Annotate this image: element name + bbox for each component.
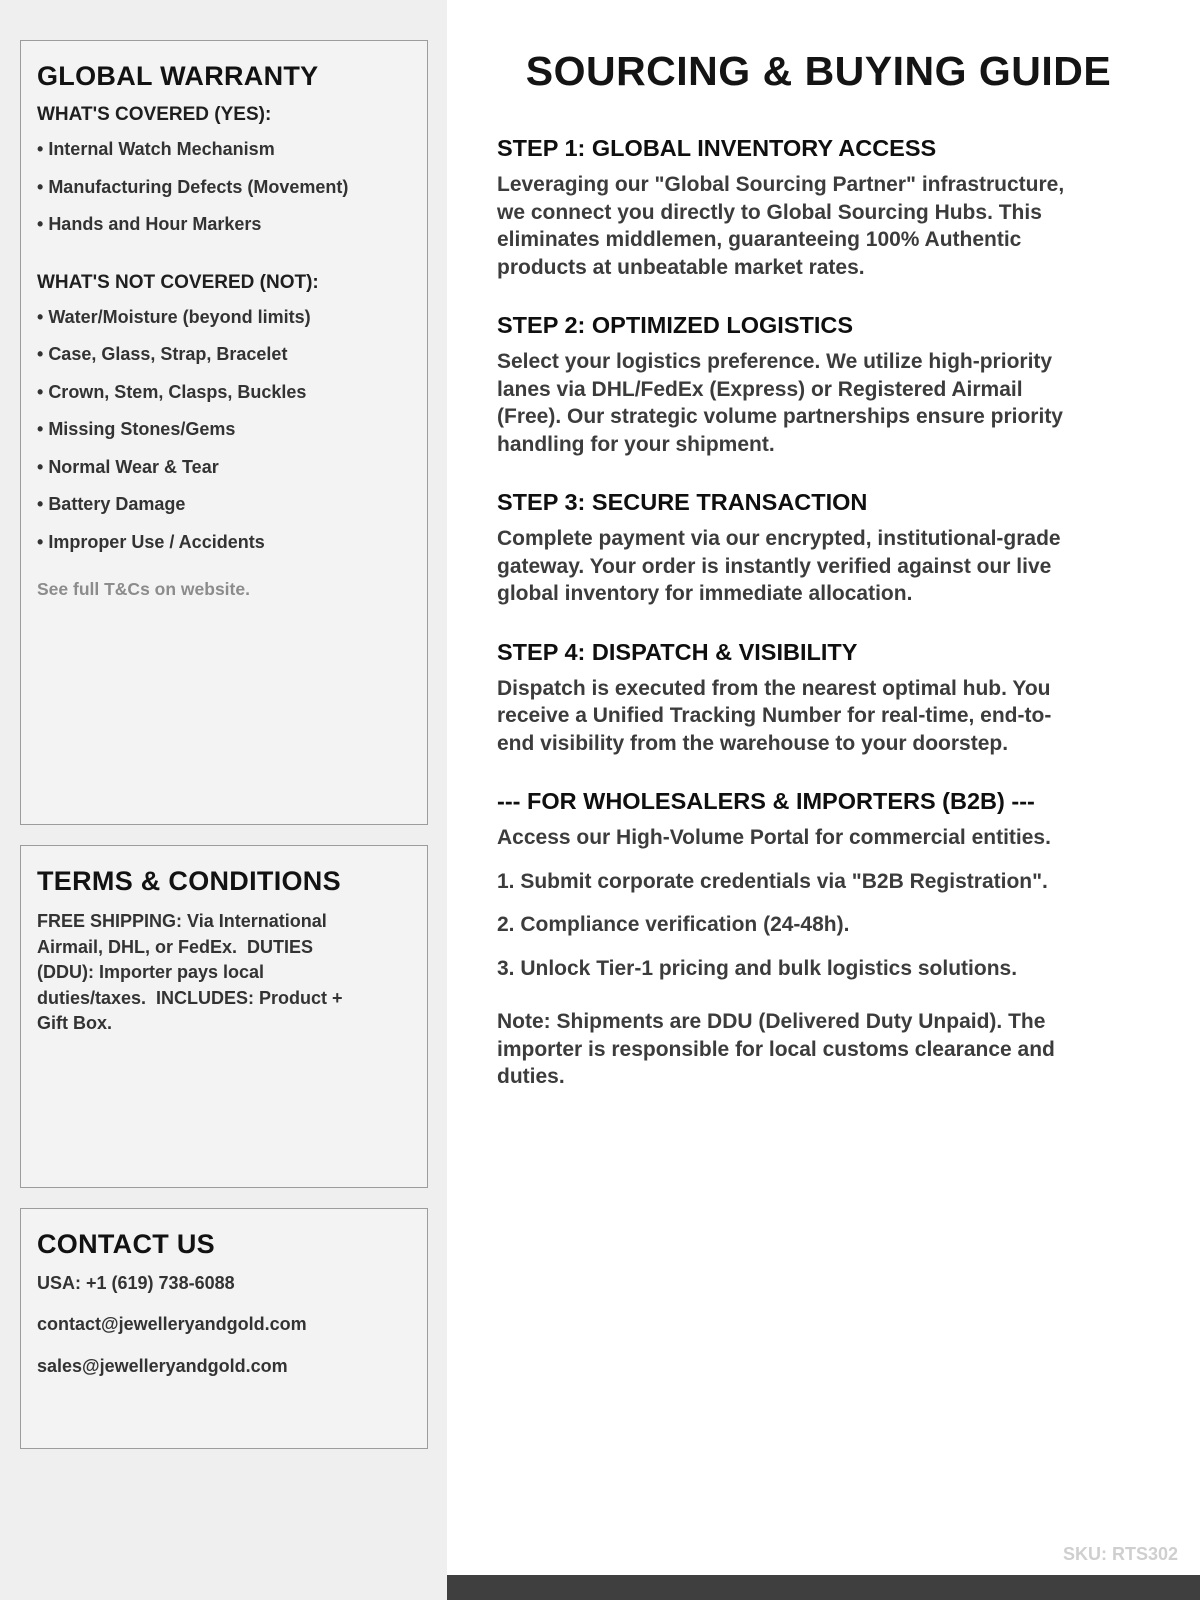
contact-title: CONTACT US xyxy=(37,1229,215,1259)
step-2-section xyxy=(497,312,1140,458)
step-2-heading: STEP 2: OPTIMIZED LOGISTICS xyxy=(497,312,854,338)
step-3-heading: STEP 3: SECURE TRANSACTION xyxy=(497,489,868,515)
info-sidebar xyxy=(0,0,447,1600)
step-4-heading: STEP 4: DISPATCH & VISIBILITY xyxy=(497,638,858,665)
b2b-intro: Access our High-Volume Portal for commercial entities. xyxy=(497,826,1051,849)
step-3-body: Complete payment via our encrypted, institutional-grade gateway. Your order is instantly verified against our live global inventory for immediate allocation. xyxy=(497,527,1061,605)
step-1-body: Leveraging our "Global Sourcing Partner" infrastructure, we connect you directly to Global Sourcing Hubs. This eliminates middlemen, guaranteeing 100% Authentic products at unbeatable market rates. xyxy=(497,173,1065,279)
contact-email-primary: contact@jewelleryandgold.com xyxy=(37,1314,307,1335)
sku-label: SKU: RTS302 xyxy=(1062,1544,1178,1564)
page-title: SOURCING & BUYING GUIDE xyxy=(525,48,1112,94)
contact-section xyxy=(20,1208,428,1449)
terms-section xyxy=(20,845,428,1188)
contact-phone: USA: +1 (619) 738-6088 xyxy=(37,1273,235,1293)
contact-email-sales: sales@jewelleryandgold.com xyxy=(37,1355,288,1376)
list-item: • Case, Glass, Strap, Bracelet xyxy=(37,343,407,366)
b2b-section xyxy=(497,788,1140,1091)
step-2-body: Select your logistics preference. We utilize high-priority lanes via DHL/FedEx (Express) or Registered Airmail (Free). Our strategic volume partnerships ensure priority handling for your shipment. xyxy=(497,350,1063,456)
step-1-section xyxy=(497,135,1140,281)
footer xyxy=(447,1544,1200,1600)
warranty-footnote: See full T&Cs on website. xyxy=(37,579,250,599)
list-item: • Normal Wear & Tear xyxy=(37,456,407,479)
covered-list xyxy=(37,138,407,236)
warranty-title: GLOBAL WARRANTY xyxy=(37,61,319,91)
step-4-body: Dispatch is executed from the nearest optimal hub. You receive a Unified Tracking Number for real-time, end-to-end visibility from the warehouse to your doorstep. xyxy=(497,676,1052,755)
list-item: • Missing Stones/Gems xyxy=(37,418,407,441)
not-covered-list xyxy=(37,306,407,554)
b2b-item-1: 1. Submit corporate credentials via "B2B Registration". xyxy=(497,869,1048,893)
step-4-section xyxy=(497,639,1140,758)
not-covered-heading: WHAT'S NOT COVERED (NOT): xyxy=(37,271,319,293)
b2b-item-2: 2. Compliance verification (24-48h). xyxy=(497,913,850,936)
footer-bar xyxy=(447,1575,1200,1600)
main-content xyxy=(447,0,1200,1600)
list-item: • Hands and Hour Markers xyxy=(37,213,407,236)
warranty-section xyxy=(20,40,428,825)
guide-content xyxy=(447,0,1200,1122)
list-item: • Internal Watch Mechanism xyxy=(37,138,407,161)
list-item: • Battery Damage xyxy=(37,493,407,516)
list-item: • Manufacturing Defects (Movement) xyxy=(37,176,407,199)
b2b-heading: --- FOR WHOLESALERS & IMPORTERS (B2B) --- xyxy=(497,788,1035,814)
list-item: • Improper Use / Accidents xyxy=(37,531,407,554)
b2b-item-3: 3. Unlock Tier-1 pricing and bulk logistics solutions. xyxy=(497,956,1018,980)
b2b-note: Note: Shipments are DDU (Delivered Duty Unpaid). The importer is responsible for local customs clearance and duties. xyxy=(497,1010,1055,1088)
step-3-section xyxy=(497,489,1140,608)
list-item: • Water/Moisture (beyond limits) xyxy=(37,306,407,329)
terms-body: FREE SHIPPING: Via International Airmail, DHL, or FedEx. DUTIES (DDU): Importer pays local duties/taxes. INCLUDES: Product + Gift Box. xyxy=(37,911,348,1034)
terms-title: TERMS & CONDITIONS xyxy=(37,866,341,896)
list-item: • Crown, Stem, Clasps, Buckles xyxy=(37,381,407,404)
step-1-heading: STEP 1: GLOBAL INVENTORY ACCESS xyxy=(497,135,937,161)
covered-heading: WHAT'S COVERED (YES): xyxy=(37,104,272,125)
